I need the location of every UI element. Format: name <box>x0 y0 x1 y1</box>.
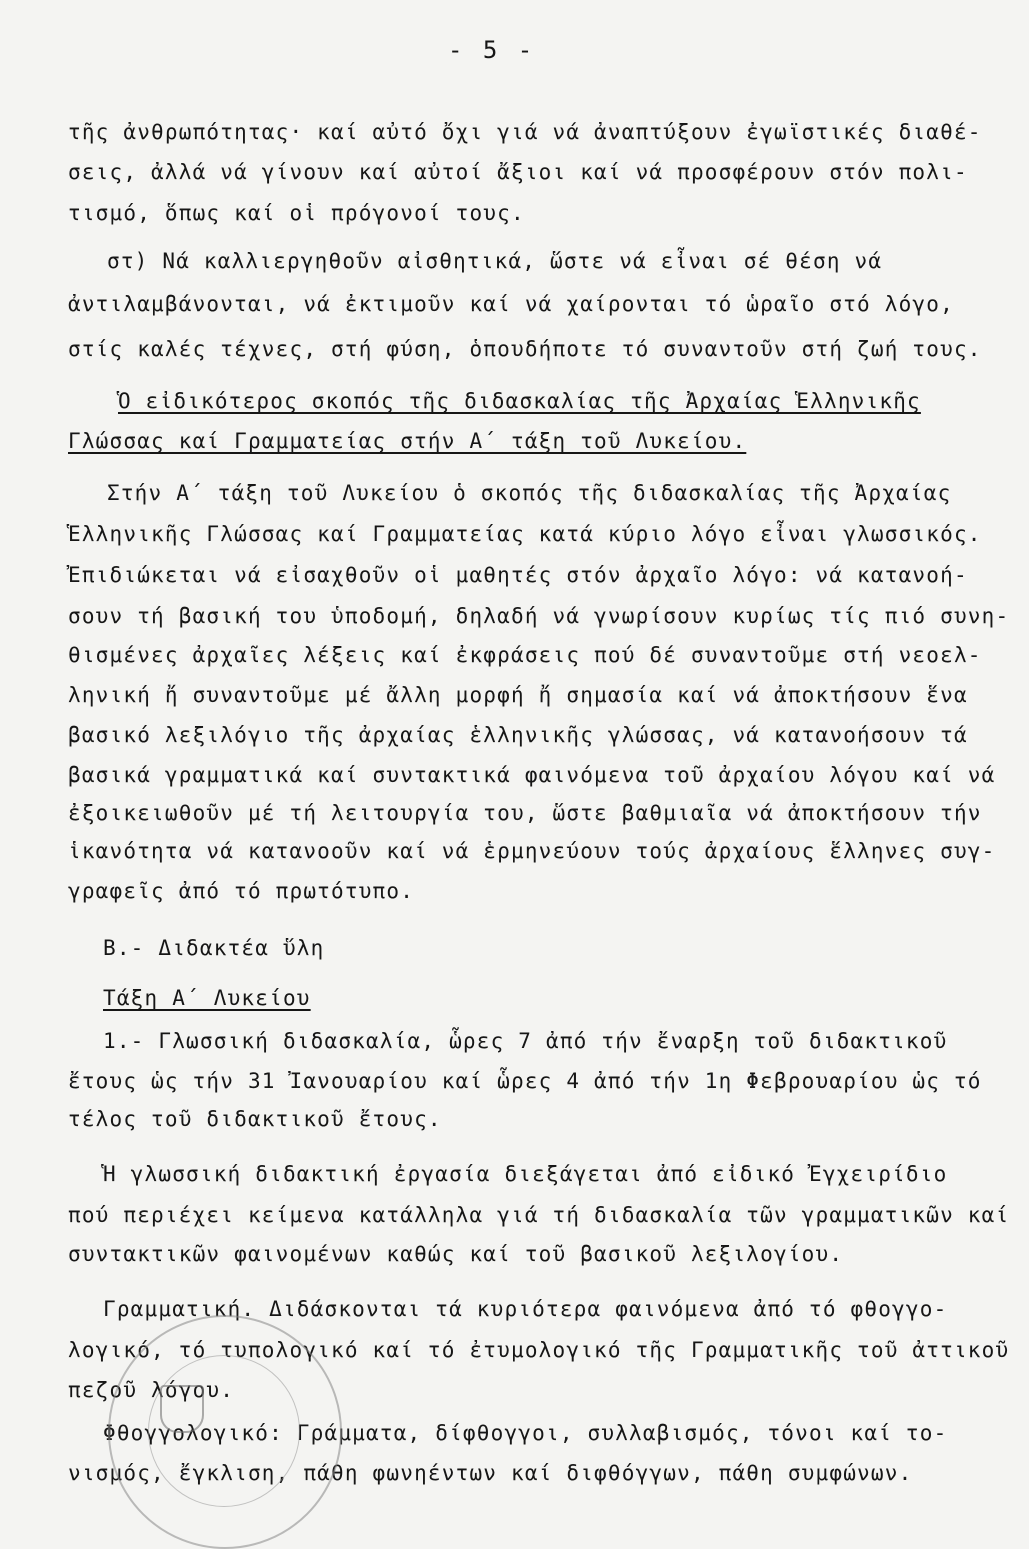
section-heading: Γλώσσας καί Γραμματείας στήν Α΄ τάξη τοῦ Λυκείου. <box>68 429 747 453</box>
text-line: τέλος τοῦ διδακτικοῦ ἔτους. <box>68 1107 442 1131</box>
text-line: ἐξοικειωθοῦν μέ τή λειτουργία του, ὥστε βαθμιαῖα νά ἀποκτήσουν τήν <box>68 801 982 825</box>
official-stamp <box>108 1315 342 1549</box>
text-line: βασικό λεξιλόγιο τῆς ἀρχαίας ἑλληνικῆς γλώσσας, νά κατανοήσουν τά <box>68 723 968 747</box>
text-line: Ἐπιδιώκεται νά εἰσαχθοῦν οἱ μαθητές στόν ἀρχαῖο λόγο: νά κατανοή- <box>68 563 968 587</box>
text-line: σουν τή βασική του ὑποδομή, δηλαδή νά γνωρίσουν κυρίως τίς πιό συνη- <box>68 604 1010 628</box>
text-line: γραφεῖς ἀπό τό πρωτότυπο. <box>68 879 415 903</box>
text-line: τῆς ἀνθρωπότητας· καί αὐτό ὄχι γιά νά ἀναπτύξουν ἐγωϊστικές διαθέ- <box>68 120 982 144</box>
subsection-heading: Β.- Διδακτέα ὕλη <box>103 936 325 960</box>
class-heading: Τάξη Α΄ Λυκείου <box>103 986 311 1010</box>
text-line: σεις, ἀλλά νά γίνουν καί αὐτοί ἄξιοι καί νά προσφέρουν στόν πολι- <box>68 160 968 184</box>
text-line: Ἑλληνικῆς Γλώσσας καί Γραμματείας κατά κύριο λόγο εἶναι γλωσσικός. <box>68 522 982 546</box>
text-line: Γραμματική. Διδάσκονται τά κυριότερα φαινόμενα ἀπό τό φθογγο- <box>103 1297 948 1321</box>
section-heading: Ὁ εἰδικότερος σκοπός τῆς διδασκαλίας τῆς Ἀρχαίας Ἑλληνικῆς <box>118 389 921 413</box>
text-line: πεζοῦ λόγου. <box>68 1378 235 1402</box>
text-line: πού περιέχει κείμενα κατάλληλα γιά τή διδασκαλία τῶν γραμματικῶν καί <box>68 1203 1010 1227</box>
text-line: 1.- Γλωσσική διδασκαλία, ὧρες 7 ἀπό τήν ἔναρξη τοῦ διδακτικοῦ <box>103 1029 948 1053</box>
text-line: θισμένες ἀρχαῖες λέξεις καί ἐκφράσεις πού δέ συναντοῦμε στή νεοελ- <box>68 643 982 667</box>
page-number: - 5 - <box>448 36 536 64</box>
text-line: τισμό, ὅπως καί οἱ πρόγονοί τους. <box>68 201 525 225</box>
text-line: ληνική ἤ συναντοῦμε μέ ἄλλη μορφή ἤ σημασία καί νά ἀποκτήσουν ἕνα <box>68 683 968 707</box>
text-line: νισμός, ἔγκλιση, πάθη φωνηέντων καί διφθόγγων, πάθη συμφώνων. <box>68 1461 913 1485</box>
text-line: συντακτικῶν φαινομένων καθώς καί τοῦ βασικοῦ λεξιλογίου. <box>68 1242 844 1266</box>
crest-icon <box>160 1385 204 1433</box>
text-line: λογικό, τό τυπολογικό καί τό ἐτυμολογικό τῆς Γραμματικῆς τοῦ ἀττικοῦ <box>68 1338 1010 1362</box>
text-line: στ) Νά καλλιεργηθοῦν αἰσθητικά, ὥστε νά εἶναι σέ θέση νά <box>107 249 883 273</box>
text-line: Φθογγολογικό: Γράμματα, δίφθογγοι, συλλαβισμός, τόνοι καί το- <box>103 1421 948 1445</box>
text-line: ἀντιλαμβάνονται, νά ἐκτιμοῦν καί νά χαίρονται τό ὡραῖο στό λόγο, <box>68 292 954 316</box>
text-line: ἱκανότητα νά κατανοοῦν καί νά ἑρμηνεύουν τούς ἀρχαίους ἕλληνες συγ- <box>68 839 996 863</box>
text-line: Ἡ γλωσσική διδακτική ἐργασία διεξάγεται ἀπό εἰδικό Ἐγχειρίδιο <box>103 1162 948 1186</box>
text-line: βασικά γραμματικά καί συντακτικά φαινόμενα τοῦ ἀρχαίου λόγου καί νά <box>68 763 996 787</box>
text-line: Στήν Α΄ τάξη τοῦ Λυκείου ὁ σκοπός τῆς διδασκαλίας τῆς Ἀρχαίας <box>107 481 952 505</box>
text-line: ἔτους ὡς τήν 31 Ἰανουαρίου καί ὧρες 4 ἀπό τήν 1η Φεβρουαρίου ὡς τό <box>68 1069 982 1093</box>
text-line: στίς καλές τέχνες, στή φύση, ὁπουδήποτε τό συναντοῦν στή ζωή τους. <box>68 337 982 361</box>
